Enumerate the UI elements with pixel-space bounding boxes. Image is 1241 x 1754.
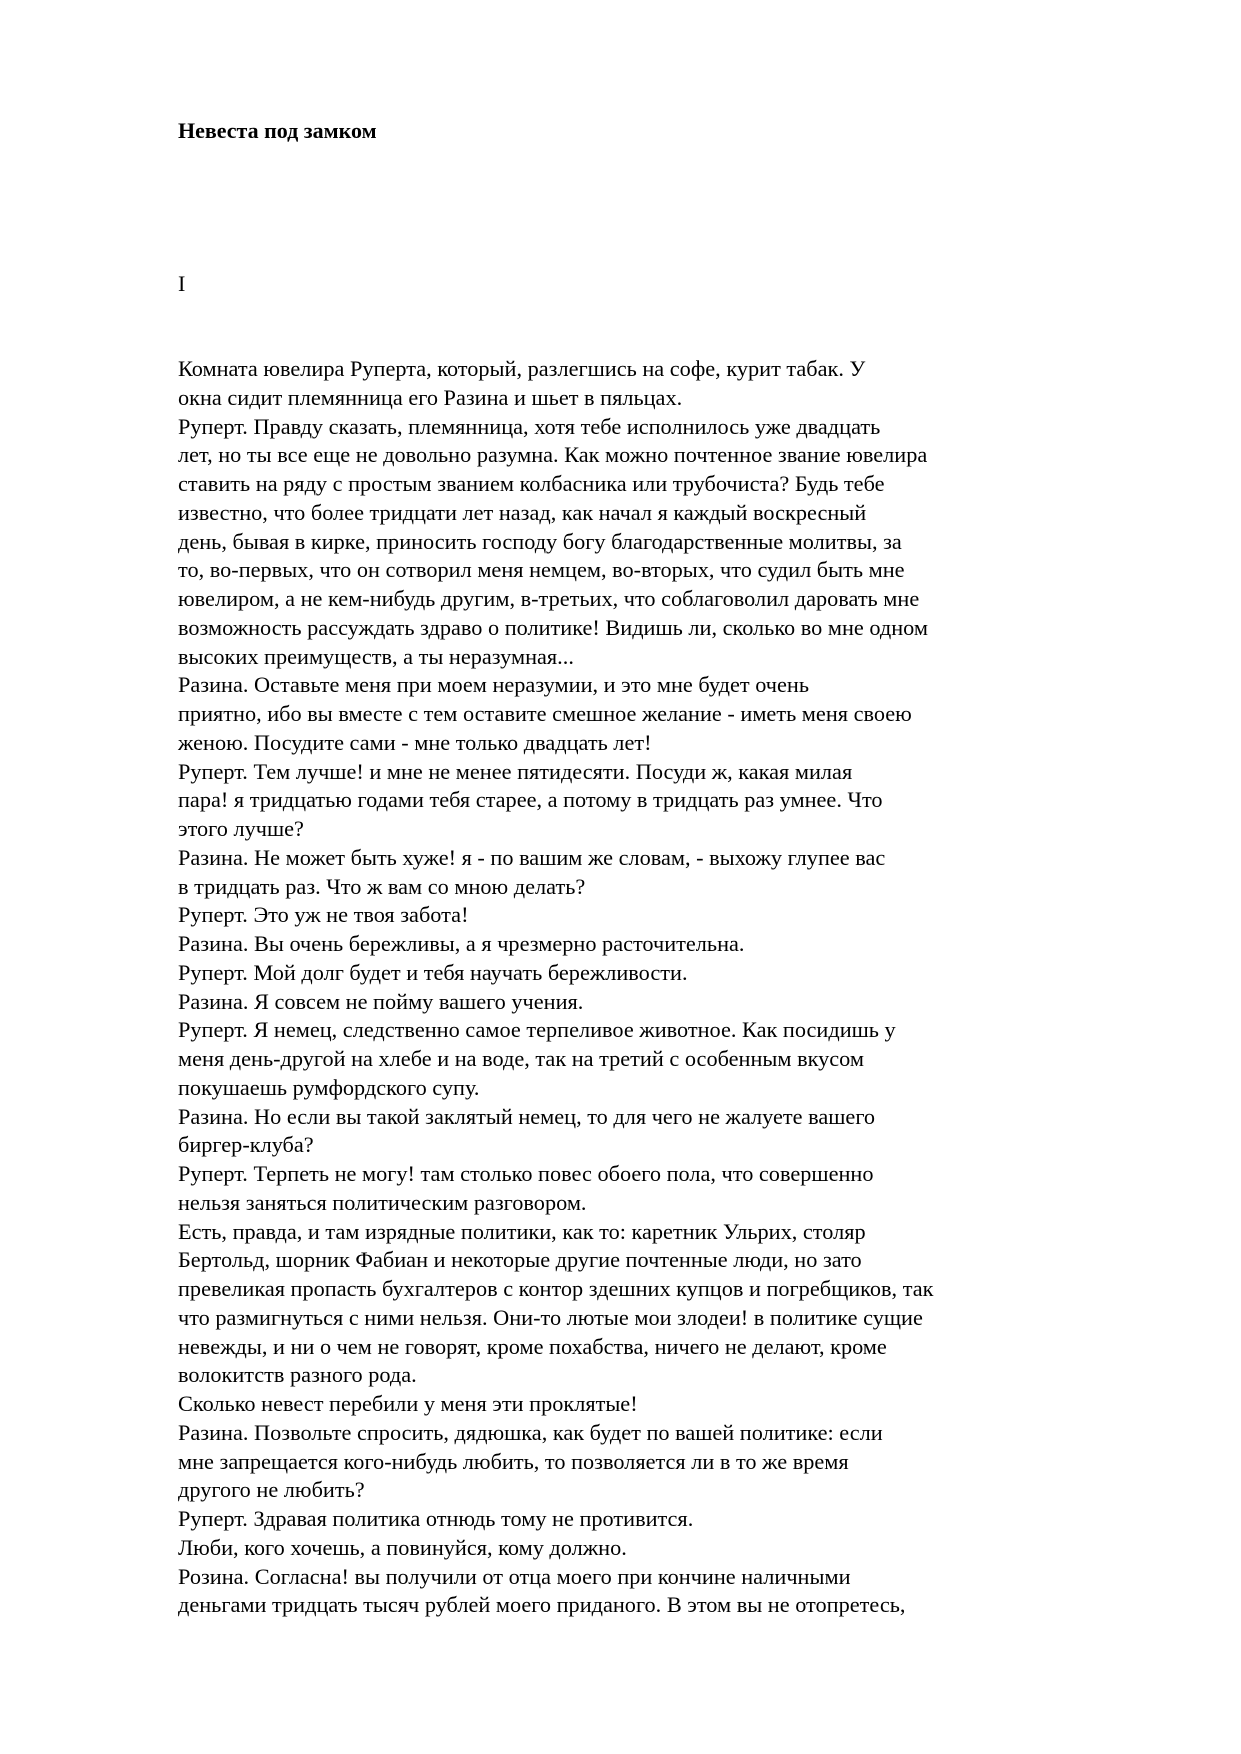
text-line: лет, но ты все еще не довольно разумна. Как можно почтенное звание ювелира — [178, 442, 928, 468]
text-line: другого не любить? — [178, 1477, 365, 1503]
text-line: Руперт. Здравая политика отнюдь тому не противится. — [178, 1506, 694, 1531]
text-line: мне запрещается кого-нибудь любить, то позволяется ли в то же время — [178, 1448, 849, 1474]
document-body — [178, 355, 1218, 1620]
text-line: Разина. Вы очень бережливы, а я чрезмерно расточительна. — [178, 931, 745, 956]
text-line: Разина. Оставьте меня при моем неразумии, и это мне будет очень — [178, 672, 809, 698]
text-line: Люби, кого хочешь, а повинуйся, кому должно. — [178, 1534, 627, 1560]
text-line: Руперт. Терпеть не могу! там столько повес обоего пола, что совершенно — [178, 1161, 874, 1186]
text-line: ставить на ряду с простым званием колбасника или трубочиста? Будь тебе — [178, 471, 885, 496]
text-line: в тридцать раз. Что ж вам со мною делать? — [178, 873, 586, 899]
text-line: высоких преимуществ, а ты неразумная... — [178, 643, 574, 669]
text-line: Сколько невест перебили у меня эти проклятые! — [178, 1391, 638, 1416]
text-line: возможность рассуждать здраво о политике! Видишь ли, сколько во мне одном — [178, 614, 929, 640]
text-line: невежды, и ни о чем не говорят, кроме похабства, ничего не делают, кроме — [178, 1333, 887, 1359]
text-line: известно, что более тридцати лет назад, как начал я каждый воскресный — [178, 499, 867, 525]
document-title: Невеста под замком — [178, 118, 377, 143]
text-line: Разина. Позвольте спросить, дядюшка, как будет по вашей политике: если — [178, 1419, 883, 1445]
text-line: Руперт. Я немец, следственно самое терпеливое животное. Как посидишь у — [178, 1017, 896, 1043]
text-line: Комната ювелира Руперта, который, разлегшись на софе, курит табак. У — [178, 356, 866, 381]
text-line: Разина. Не может быть хуже! я - по вашим же словам, - выхожу глупее вас — [178, 844, 886, 870]
text-line: окна сидит племянница его Разина и шьет в пяльцах. — [178, 384, 683, 410]
text-line: деньгами тридцать тысяч рублей моего приданого. В этом вы не отопретесь, — [178, 1592, 906, 1618]
text-line: покушаешь румфордского супу. — [178, 1074, 480, 1100]
text-line: приятно, ибо вы вместе с тем оставите смешное желание - иметь меня своею — [178, 701, 912, 726]
text-line: Есть, правда, и там изрядные политики, как то: каретник Ульрих, столяр — [178, 1218, 866, 1244]
text-line: превеликая пропасть бухгалтеров с контор здешних купцов и погребщиков, так — [178, 1276, 934, 1301]
text-line: меня день-другой на хлебе и на воде, так на третий с особенным вкусом — [178, 1046, 864, 1071]
text-line: Бертольд, шорник Фабиан и некоторые другие почтенные люди, но зато — [178, 1247, 862, 1273]
text-line: биргер-клуба? — [178, 1132, 314, 1158]
text-line: день, бывая в кирке, приносить господу богу благодарственные молитвы, за — [178, 528, 902, 554]
text-line: пара! я тридцатью годами тебя старее, а потому в тридцать раз умнее. Что — [178, 787, 883, 813]
text-line: волокитств разного рода. — [178, 1362, 417, 1388]
text-line: Разина. Но если вы такой заклятый немец, то для чего не жалуете вашего — [178, 1103, 876, 1129]
text-line: Руперт. Это уж не твоя забота! — [178, 902, 469, 928]
text-line: женою. Посудите сами - мне только двадцать лет! — [178, 729, 652, 755]
text-line: Розина. Согласна! вы получили от отца моего при кончине наличными — [178, 1563, 851, 1589]
text-line: Руперт. Тем лучше! и мне не менее пятидесяти. Посуди ж, какая милая — [178, 758, 853, 784]
text-line: Разина. Я совсем не пойму вашего учения. — [178, 988, 584, 1014]
text-line: нельзя заняться политическим разговором. — [178, 1189, 587, 1215]
text-line: ювелиром, а не кем-нибудь другим, в-третьих, что соблаговолил даровать мне — [178, 586, 920, 611]
act-heading: I — [178, 271, 186, 296]
text-line: этого лучше? — [178, 816, 304, 841]
text-line: Руперт. Мой долг будет и тебя научать бережливости. — [178, 959, 688, 985]
text-line: то, во-первых, что он сотворил меня немцем, во-вторых, что судил быть мне — [178, 557, 905, 583]
text-line: Руперт. Правду сказать, племянница, хотя тебе исполнилось уже двадцать — [178, 413, 881, 439]
text-line: что размигнуться с ними нельзя. Они-то лютые мои злодеи! в политике сущие — [178, 1304, 923, 1330]
